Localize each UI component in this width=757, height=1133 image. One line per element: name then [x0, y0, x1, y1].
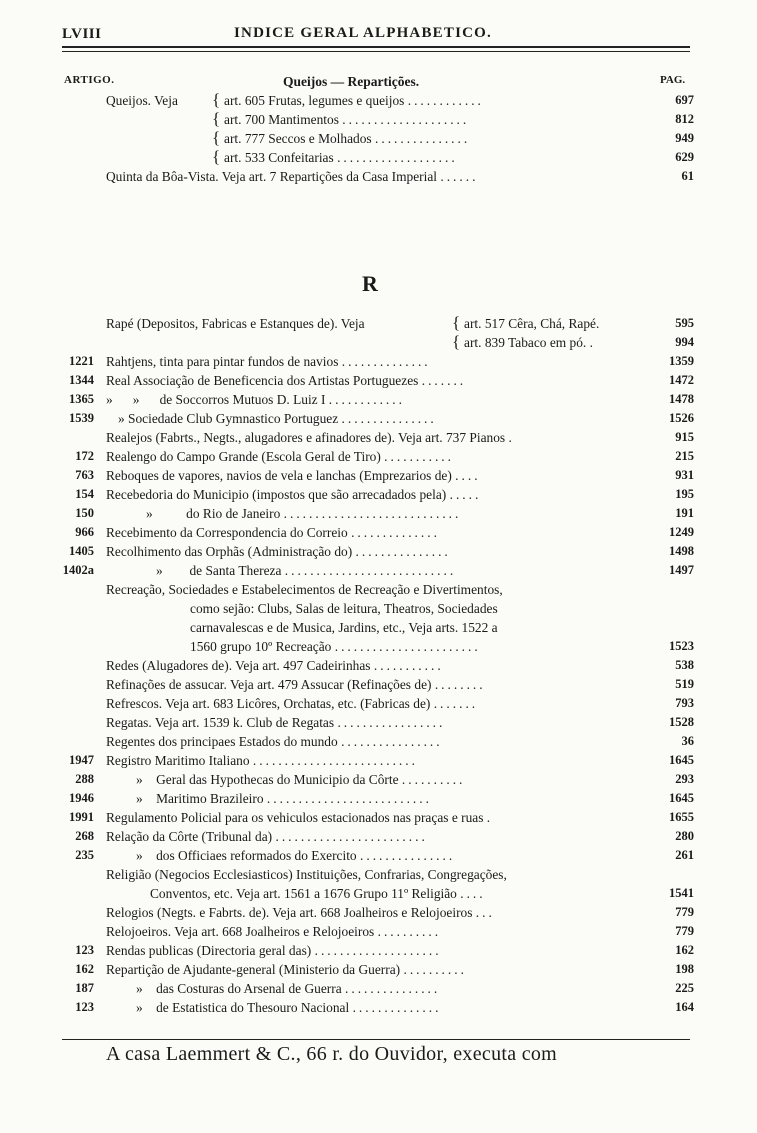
entry-page: 994 — [675, 335, 694, 349]
entry-page: 1478 — [669, 392, 694, 406]
entry-article-number: 1365 — [69, 392, 94, 406]
list-item — [0, 148, 757, 167]
entry-article-number: 187 — [75, 981, 94, 995]
entry-page: 215 — [675, 449, 694, 463]
entry-text: » » de Soccorros Mutuos D. Luiz I ............ — [106, 392, 405, 407]
entry-text: Queijos. Veja — [106, 93, 178, 108]
table-row — [0, 998, 757, 1017]
entry-text: » Sociedade Club Gymnastico Portuguez ............... — [118, 411, 437, 426]
entry-page: 793 — [675, 696, 694, 710]
table-row — [0, 675, 757, 694]
entry-page: 812 — [675, 112, 694, 126]
entry-article-number: 1539 — [69, 411, 94, 425]
table-row — [0, 770, 757, 789]
entry-text: Reboques de vapores, navios de vela e lanchas (Emprezarios de) .... — [106, 468, 481, 483]
table-row — [0, 314, 757, 333]
entry-text: » Maritimo Brazileiro .......................... — [136, 791, 432, 806]
entry-page: 36 — [681, 734, 694, 748]
entry-page: 164 — [675, 1000, 694, 1014]
table-row — [0, 960, 757, 979]
column-header-page: PAG. — [660, 74, 686, 86]
entry-page: 779 — [675, 924, 694, 938]
entry-text: Regatas. Veja art. 1539 k. Club de Regatas ................. — [106, 715, 446, 730]
entry-page: 915 — [675, 430, 694, 444]
table-row — [0, 846, 757, 865]
entry-article-number: 1946 — [69, 791, 94, 805]
table-row — [0, 694, 757, 713]
table-row — [0, 884, 757, 903]
entry-text: Regulamento Policial para os vehiculos estacionados nas praças e ruas . — [106, 810, 494, 825]
list-item — [0, 110, 757, 129]
entry-text: » do Rio de Janeiro ............................ — [146, 506, 462, 521]
entry-page: 1498 — [669, 544, 694, 558]
entry-article-number: 235 — [75, 848, 94, 862]
table-row — [0, 390, 757, 409]
brace-icon: { — [452, 313, 461, 332]
entry-text: Realengo do Campo Grande (Escola Geral de Tiro) ........... — [106, 449, 454, 464]
entry-reference: art. 839 Tabaco em pó. . — [464, 335, 596, 350]
table-row — [0, 485, 757, 504]
table-row — [0, 808, 757, 827]
entry-article-number: 123 — [75, 943, 94, 957]
entry-page: 1472 — [669, 373, 694, 387]
entry-page: 519 — [675, 677, 694, 691]
entry-page: 1655 — [669, 810, 694, 824]
entry-article-number: 123 — [75, 1000, 94, 1014]
table-row — [0, 352, 757, 371]
table-row — [0, 865, 757, 884]
entry-article-number: 154 — [75, 487, 94, 501]
entry-page: 1645 — [669, 753, 694, 767]
entry-text: » Geral das Hypothecas do Municipio da Côrte .......... — [136, 772, 466, 787]
column-header-range: Queijos — Repartições. — [283, 74, 420, 89]
entry-reference: art. 777 Seccos e Molhados ............... — [224, 131, 471, 146]
entry-text: Refrescos. Veja art. 683 Licôres, Orchatas, etc. (Fabricas de) ....... — [106, 696, 479, 711]
brace-icon: { — [212, 128, 221, 147]
brace-icon: { — [212, 90, 221, 109]
entry-text: Redes (Alugadores de). Veja art. 497 Cadeirinhas ........... — [106, 658, 444, 673]
entry-page: 1526 — [669, 411, 694, 425]
entry-page: 629 — [675, 150, 694, 164]
entry-page: 162 — [675, 943, 694, 957]
brace-icon: { — [212, 109, 221, 128]
entry-text: Recebedoria do Municipio (impostos que são arrecadados pela) ..... — [106, 487, 482, 502]
entry-article-number: 1947 — [69, 753, 94, 767]
entry-page: 195 — [675, 487, 694, 501]
entry-page: 538 — [675, 658, 694, 672]
entry-page: 280 — [675, 829, 694, 843]
entry-page: 261 — [675, 848, 694, 862]
entry-text: Relojoeiros. Veja art. 668 Joalheiros e Relojoeiros .......... — [106, 924, 442, 939]
entry-text: » de Santa Thereza ........................... — [156, 563, 457, 578]
entry-article-number: 288 — [75, 772, 94, 786]
entry-article-number: 966 — [75, 525, 94, 539]
entry-article-number: 172 — [75, 449, 94, 463]
entry-page: 1359 — [669, 354, 694, 368]
table-row — [0, 428, 757, 447]
brace-icon: { — [212, 147, 221, 166]
entry-page: 595 — [675, 316, 694, 330]
entry-text: » de Estatistica do Thesouro Nacional .............. — [136, 1000, 442, 1015]
table-row — [0, 903, 757, 922]
entry-article-number: 1402a — [62, 563, 94, 577]
table-row — [0, 979, 757, 998]
page-title: INDICE GERAL ALPHABETICO. — [234, 25, 492, 41]
entry-text: 1560 grupo 10º Recreação ....................... — [190, 639, 481, 654]
entry-article-number: 1221 — [69, 354, 94, 368]
entry-article-number: 162 — [75, 962, 94, 976]
table-row — [0, 732, 757, 751]
entry-article-number: 1991 — [69, 810, 94, 824]
entry-page: 191 — [675, 506, 694, 520]
list-item — [0, 167, 757, 186]
table-row — [0, 561, 757, 580]
entry-text: Recreação, Sociedades e Estabelecimentos de Recreação e Divertimentos, — [106, 582, 503, 597]
entry-text: Religião (Negocios Ecclesiasticos) Instituições, Confrarias, Congregações, — [106, 867, 507, 882]
table-row — [0, 409, 757, 428]
table-row — [0, 618, 757, 637]
entry-text: Registro Maritimo Italiano .......................... — [106, 753, 418, 768]
entry-text: Recolhimento das Orphãs (Administração do) ............... — [106, 544, 451, 559]
entry-page: 61 — [681, 169, 694, 183]
table-row — [0, 789, 757, 808]
table-row — [0, 827, 757, 846]
page-number: LVIII — [62, 26, 102, 42]
table-row — [0, 447, 757, 466]
entry-text: Quinta da Bôa-Vista. Veja art. 7 Repartições da Casa Imperial ...... — [106, 169, 479, 184]
entry-page: 779 — [675, 905, 694, 919]
entry-article-number: 763 — [75, 468, 94, 482]
entry-page: 1497 — [669, 563, 694, 577]
table-row — [0, 713, 757, 732]
header-rule-thin — [62, 51, 690, 52]
table-row — [0, 523, 757, 542]
entry-text: Conventos, etc. Veja art. 1561 a 1676 Grupo 11º Religião .... — [150, 886, 486, 901]
entry-text: Regentes dos principaes Estados do mundo ................ — [106, 734, 443, 749]
entry-article-number: 150 — [75, 506, 94, 520]
entry-text: Repartição de Ajudante-general (Ministerio da Guerra) .......... — [106, 962, 467, 977]
entry-text: Realejos (Fabrts., Negts., alugadores e afinadores de). Veja art. 737 Pianos . — [106, 430, 515, 445]
entry-page: 1523 — [669, 639, 694, 653]
entry-page: 293 — [675, 772, 694, 786]
entry-page: 198 — [675, 962, 694, 976]
table-row — [0, 371, 757, 390]
list-item — [0, 91, 757, 110]
entry-page: 1528 — [669, 715, 694, 729]
entry-page: 225 — [675, 981, 694, 995]
entry-text: Recebimento da Correspondencia do Correio .............. — [106, 525, 440, 540]
entry-article-number: 268 — [75, 829, 94, 843]
entry-page: 1541 — [669, 886, 694, 900]
entry-text: como sejão: Clubs, Salas de leitura, Theatros, Sociedades — [190, 601, 498, 616]
entry-page: 949 — [675, 131, 694, 145]
column-header-article: ARTIGO. — [64, 74, 115, 86]
entry-reference: art. 517 Cêra, Chá, Rapé. — [464, 316, 600, 331]
table-row — [0, 922, 757, 941]
section-letter: R — [362, 271, 377, 296]
table-row — [0, 466, 757, 485]
entry-text: Real Associação de Beneficencia dos Artistas Portuguezes ....... — [106, 373, 467, 388]
table-row — [0, 542, 757, 561]
entry-text: » dos Officiaes reformados do Exercito ............... — [136, 848, 456, 863]
entry-reference: art. 533 Confeitarias ................... — [224, 150, 458, 165]
entry-text: » das Costuras do Arsenal de Guerra ............... — [136, 981, 441, 996]
entry-reference: art. 605 Frutas, legumes e queijos ............ — [224, 93, 484, 108]
entry-text: Relação da Côrte (Tribunal da) ........................ — [106, 829, 428, 844]
table-row — [0, 599, 757, 618]
entry-page: 1645 — [669, 791, 694, 805]
entry-text: Rendas publicas (Directoria geral das) .................... — [106, 943, 442, 958]
footer-rule — [62, 1039, 690, 1040]
entry-page: 697 — [675, 93, 694, 107]
header-rule-thick — [62, 46, 690, 48]
entry-text: Relogios (Negts. e Fabrts. de). Veja art. 668 Joalheiros e Relojoeiros ... — [106, 905, 495, 920]
brace-icon: { — [452, 332, 461, 351]
entry-text: Rapé (Depositos, Fabricas e Estanques de). Veja — [106, 316, 365, 331]
entry-article-number: 1344 — [69, 373, 94, 387]
entry-text: Refinações de assucar. Veja art. 479 Assucar (Refinações de) ........ — [106, 677, 486, 692]
list-item — [0, 129, 757, 148]
entry-text: Rahtjens, tinta para pintar fundos de navios .............. — [106, 354, 431, 369]
table-row — [0, 504, 757, 523]
entry-text: carnavalescas e de Musica, Jardins, etc., Veja arts. 1522 a — [190, 620, 498, 635]
entry-page: 931 — [675, 468, 694, 482]
table-row — [0, 751, 757, 770]
table-row — [0, 580, 757, 599]
table-row — [0, 941, 757, 960]
page-header — [62, 22, 694, 46]
table-row — [0, 656, 757, 675]
entry-page: 1249 — [669, 525, 694, 539]
entry-reference: art. 700 Mantimentos .................... — [224, 112, 470, 127]
footer-advertisement: A casa Laemmert & C., 66 r. do Ouvidor, executa com — [106, 1043, 558, 1065]
entry-article-number: 1405 — [69, 544, 94, 558]
table-row — [0, 637, 757, 656]
table-row — [0, 333, 757, 352]
